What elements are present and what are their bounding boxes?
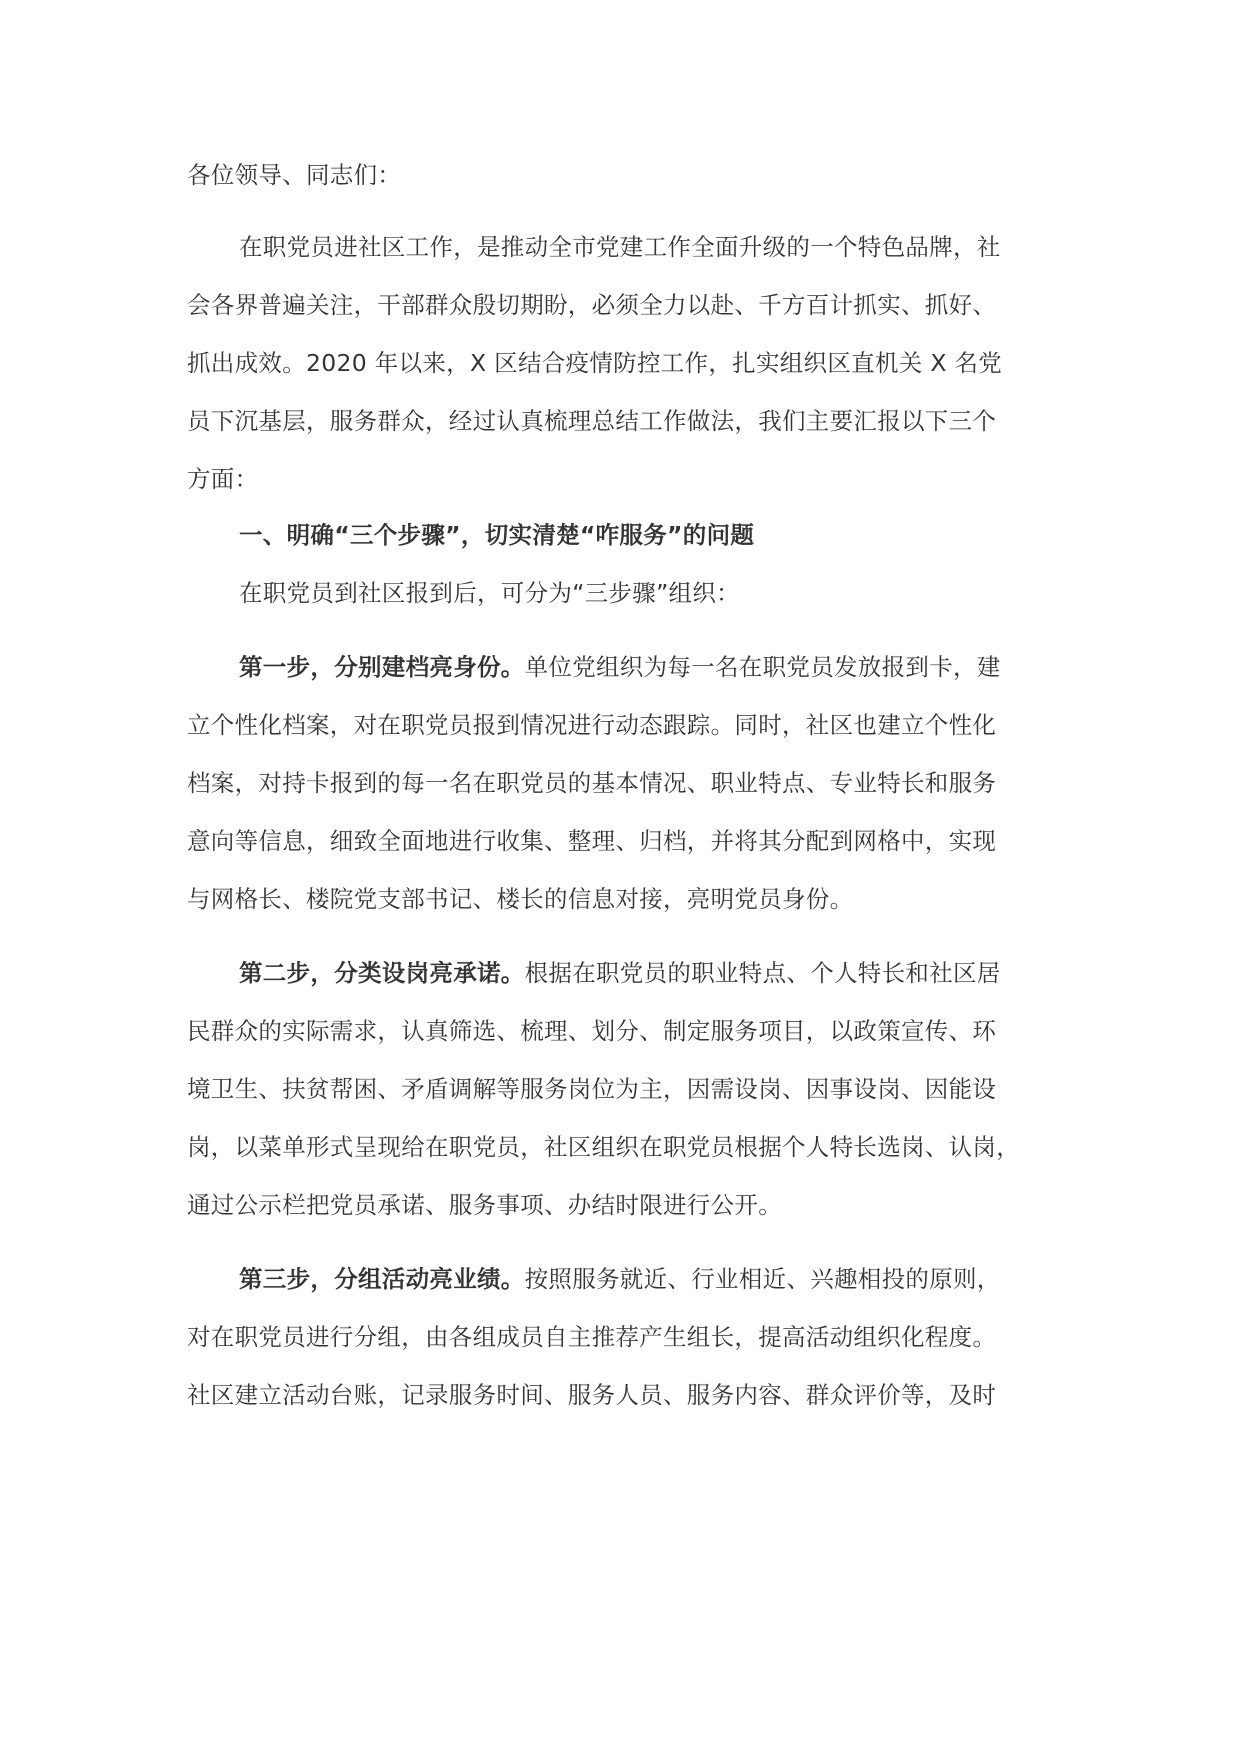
- step3-line: 社区建立活动台账，记录服务时间、服务人员、服务内容、群众评价等，及时: [187, 1381, 997, 1409]
- step1-line: 立个性化档案，对在职党员报到情况进行动态跟踪。同时，社区也建立个性化: [187, 711, 997, 739]
- step1-title: 第一步，分别建档亮身份。: [239, 653, 525, 681]
- step1-line: 档案，对持卡报到的每一名在职党员的基本情况、职业特点、专业特长和服务: [187, 769, 997, 797]
- intro-line: 员下沉基层，服务群众，经过认真梳理总结工作做法，我们主要汇报以下三个: [187, 407, 997, 435]
- step2-line: 民群众的实际需求，认真筛选、梳理、划分、制定服务项目，以政策宣传、环: [187, 1017, 997, 1045]
- step2-line: 境卫生、扶贫帮困、矛盾调解等服务岗位为主，因需设岗、因事设岗、因能设: [187, 1075, 997, 1103]
- intro-line: 方面：: [187, 465, 259, 493]
- step2-title: 第二步，分类设岗亮承诺。: [239, 959, 525, 987]
- step3-first-line: [239, 1262, 1067, 1296]
- step2-line: 通过公示栏把党员承诺、服务事项、办结时限进行公开。: [187, 1191, 782, 1219]
- intro-line: 抓出成效。2020 年以来，X 区结合疫情防控工作，扎实组织区直机关 X 名党: [187, 349, 1003, 377]
- greeting: 各位领导、同志们：: [187, 161, 402, 189]
- step3-text: 按照服务就近、行业相近、兴趣相投的原则，: [524, 1265, 1001, 1293]
- step2-line: 岗，以菜单形式呈现给在职党员，社区组织在职党员根据个人特长选岗、认岗，: [187, 1133, 1020, 1161]
- intro-line: 会各界普遍关注，干部群众殷切期盼，必须全力以赴、千方百计抓实、抓好、: [187, 291, 997, 319]
- step1-first-line: [239, 650, 1067, 684]
- step1-line: 与网格长、楼院党支部书记、楼长的信息对接，亮明党员身份。: [187, 885, 854, 913]
- step3-line: 对在职党员进行分组，由各组成员自主推荐产生组长，提高活动组织化程度。: [187, 1323, 997, 1351]
- step2-text: 根据在职党员的职业特点、个人特长和社区居: [524, 959, 1001, 987]
- step2-first-line: [239, 956, 1067, 990]
- step1-text: 单位党组织为每一名在职党员发放报到卡，建: [524, 653, 1001, 681]
- step3-title: 第三步，分组活动亮业绩。: [239, 1265, 525, 1293]
- step1-line: 意向等信息，细致全面地进行收集、整理、归档，并将其分配到网格中，实现: [187, 827, 997, 855]
- intro-line: 在职党员进社区工作，是推动全市党建工作全面升级的一个特色品牌，社: [239, 233, 1001, 261]
- section-intro: 在职党员到社区报到后，可分为“三步骤”组织：: [239, 579, 740, 607]
- section-heading: 一、明确“三个步骤”，切实清楚“咋服务”的问题: [239, 521, 755, 549]
